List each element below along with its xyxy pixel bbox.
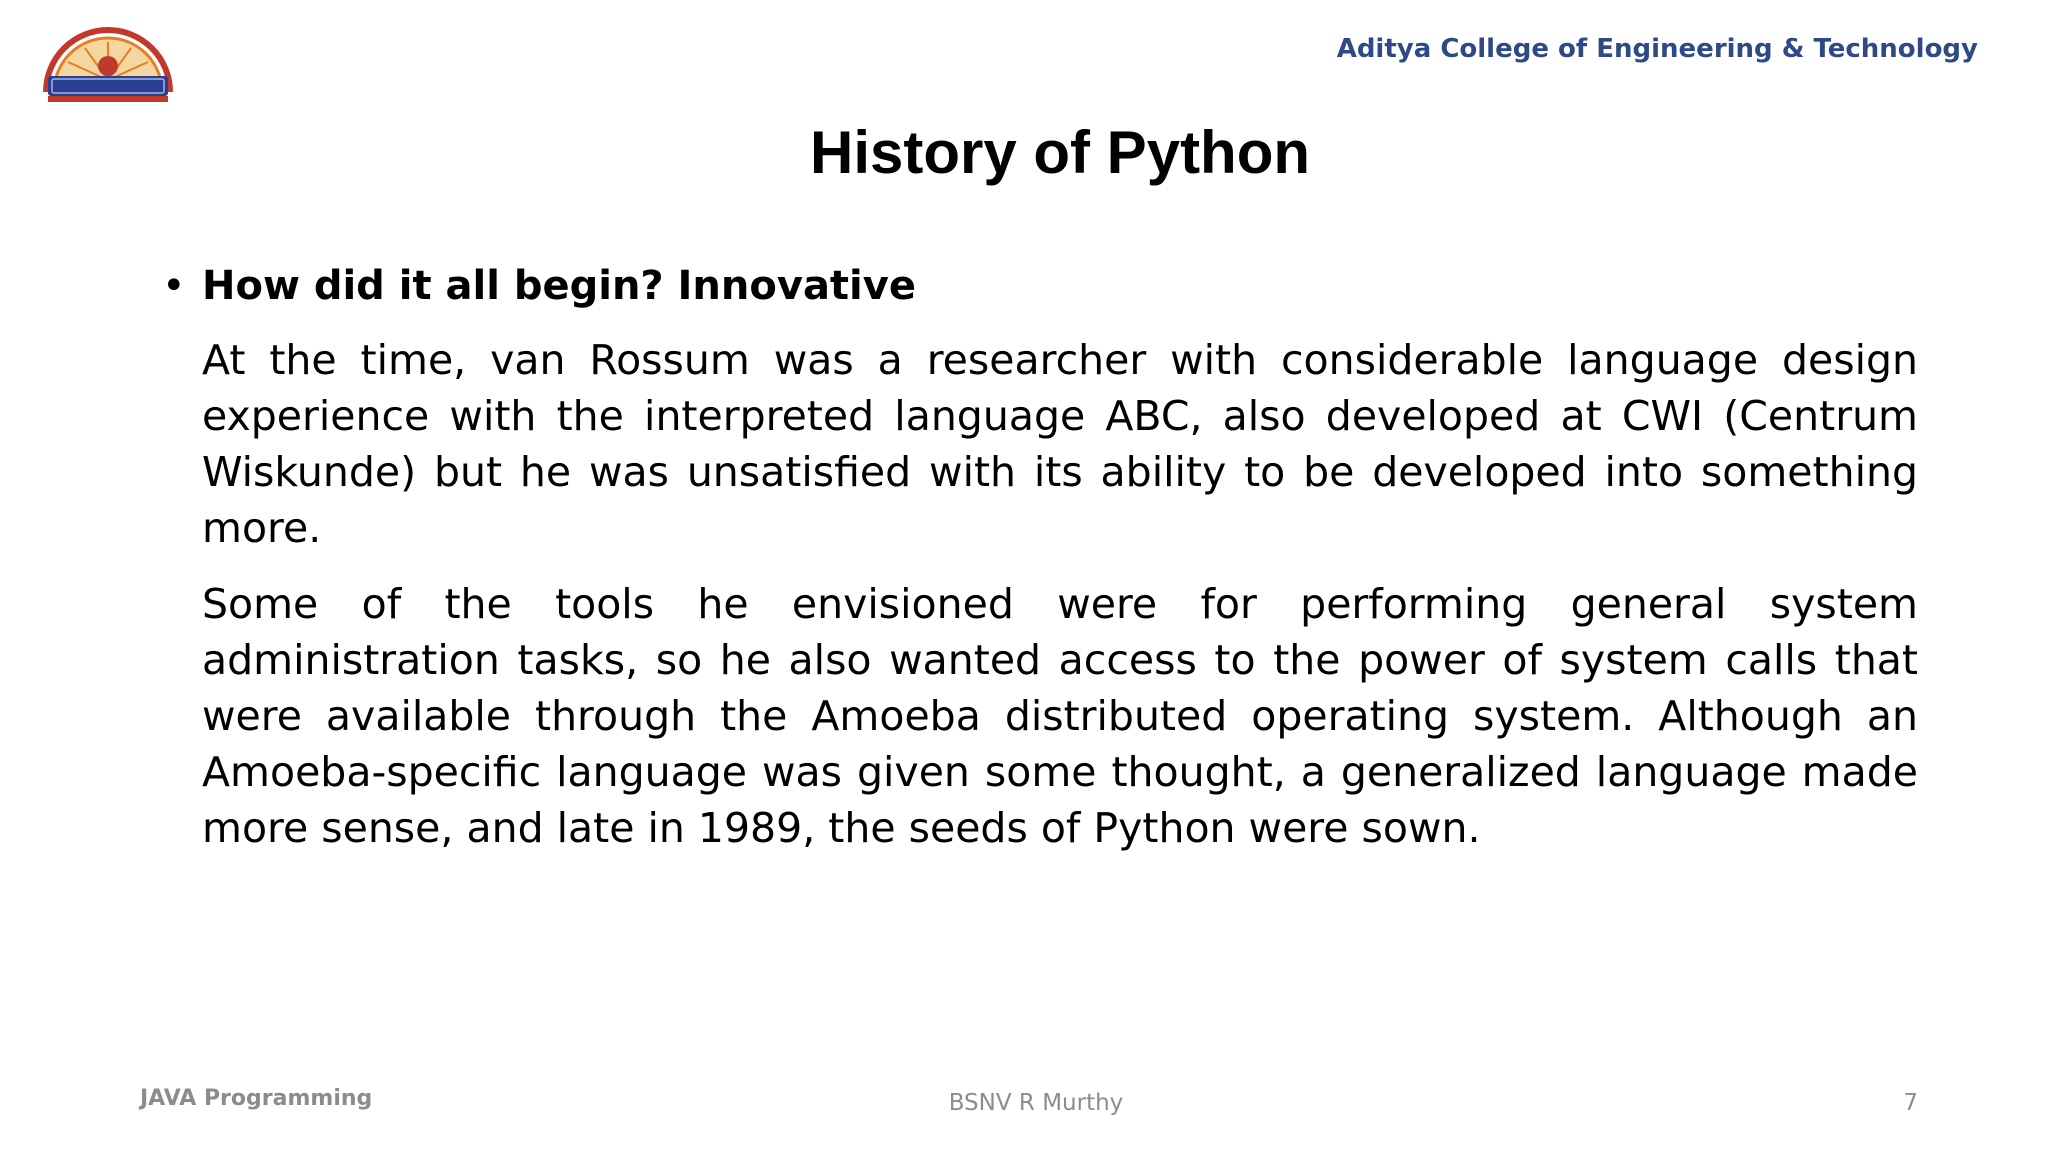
paragraph-2: Some of the tools he envisioned were for performing general system administration tasks, so he also wanted access to the power of system calls that were available through the Amoeba distributed operating system. Although an Amoeba-specific language was given some thought, a generalized language made more sense, and late in 1989, the seeds of Python were sown. — [202, 580, 1918, 852]
bullet-dot-icon: • — [162, 263, 186, 309]
aditya-logo-icon — [40, 20, 176, 104]
footer-author: BSNV R Murthy — [948, 1090, 1124, 1116]
slide-title: History of Python — [809, 119, 1310, 186]
bullet-item — [162, 258, 1918, 314]
bullet-text: How did it all begin? Innovative — [202, 263, 916, 309]
slide-content — [162, 258, 1918, 876]
college-name: Aditya College of Engineering & Technology — [1336, 34, 1978, 64]
page-number: 7 — [1903, 1090, 1918, 1116]
footer-course: JAVA Programming — [140, 1086, 373, 1111]
paragraph-1: At the time, van Rossum was a researcher with considerable language design experience with the interpreted language ABC, also developed at CWI (Centrum Wiskunde) but he was unsatisfied with its ability to be developed into something more. — [202, 336, 1918, 552]
